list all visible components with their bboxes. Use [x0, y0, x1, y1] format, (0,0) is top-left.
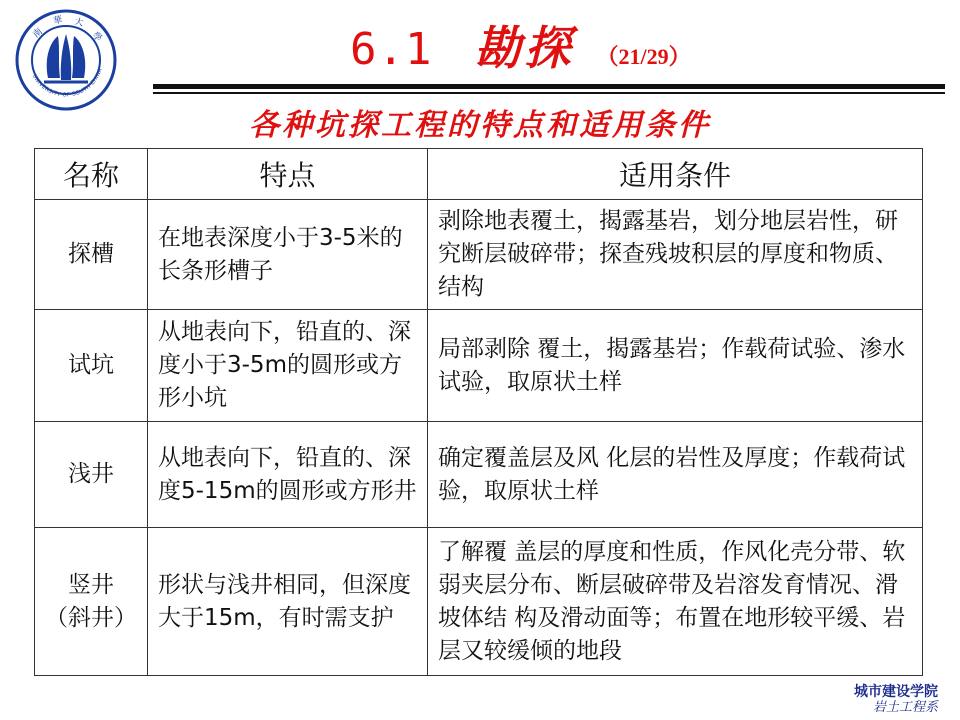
table-row	[35, 310, 923, 422]
svg-text:華: 華	[52, 15, 64, 27]
row-features: 从地表向下，铅直的、深度5-15m的圆形或方形井	[148, 422, 428, 528]
column-header-features: 特点	[148, 149, 428, 200]
row-name: 竖井	[68, 571, 114, 598]
title-rule-thick	[153, 84, 945, 89]
column-header-conditions: 适用条件	[428, 149, 923, 200]
table-row	[35, 528, 923, 676]
table-row	[35, 200, 923, 310]
column-header-name: 名称	[35, 149, 148, 200]
row-name-cell	[35, 528, 148, 676]
table-header-row	[35, 149, 923, 200]
svg-text:學: 學	[90, 30, 104, 45]
row-name: 试坑	[68, 352, 114, 378]
university-logo-icon	[14, 8, 118, 112]
row-name-cell	[35, 422, 148, 528]
row-name: 探槽	[68, 241, 114, 267]
row-conditions: 了解覆 盖层的厚度和性质，作风化壳分带、软弱夹层分布、断层破碎带及岩溶发育情况、滑坡体结 构及滑动面等；布置在地形较平缓、岩层又较缓倾的地段	[428, 528, 923, 676]
footer-college: 城市建设学院	[854, 684, 938, 700]
footer	[854, 684, 938, 716]
row-features: 从地表向下，铅直的、深度小于3-5m的圆形或方形小坑	[148, 310, 428, 422]
table-row	[35, 422, 923, 528]
row-features: 形状与浅井相同，但深度大于15m，有时需支护	[148, 528, 428, 676]
svg-text:大: 大	[73, 17, 85, 29]
svg-text:UNIVERSITY OF SOUTH CHINA: UNIVERSITY OF SOUTH CHINA	[30, 67, 104, 99]
row-name-sub: （斜井）	[45, 604, 137, 631]
title-rule-thin	[153, 92, 945, 94]
row-name: 浅井	[68, 461, 114, 487]
footer-department: 岩土工程系	[872, 700, 938, 715]
row-features: 在地表深度小于3-5米的长条形槽子	[148, 200, 428, 310]
row-name-cell	[35, 200, 148, 310]
row-conditions: 局部剥除 覆土，揭露基岩；作载荷试验、渗水试验，取原状土样	[428, 310, 923, 422]
section-title: 勘探	[474, 21, 575, 75]
row-name-cell	[35, 310, 148, 422]
row-conditions: 确定覆盖层及风 化层的岩性及厚度；作载荷试验，取原状土样	[428, 422, 923, 528]
slide-title	[350, 12, 691, 76]
table-subtitle: 各种坑探工程的特点和适用条件	[249, 108, 711, 143]
pit-exploration-table	[34, 148, 923, 676]
section-number: 6.1	[350, 24, 433, 75]
row-conditions: 剥除地表覆土，揭露基岩，划分地层岩性，研究断层破碎带；探查残坡积层的厚度和物质、结构	[428, 200, 923, 310]
svg-text:南: 南	[31, 26, 45, 41]
page-indicator: （21/29）	[596, 44, 691, 69]
